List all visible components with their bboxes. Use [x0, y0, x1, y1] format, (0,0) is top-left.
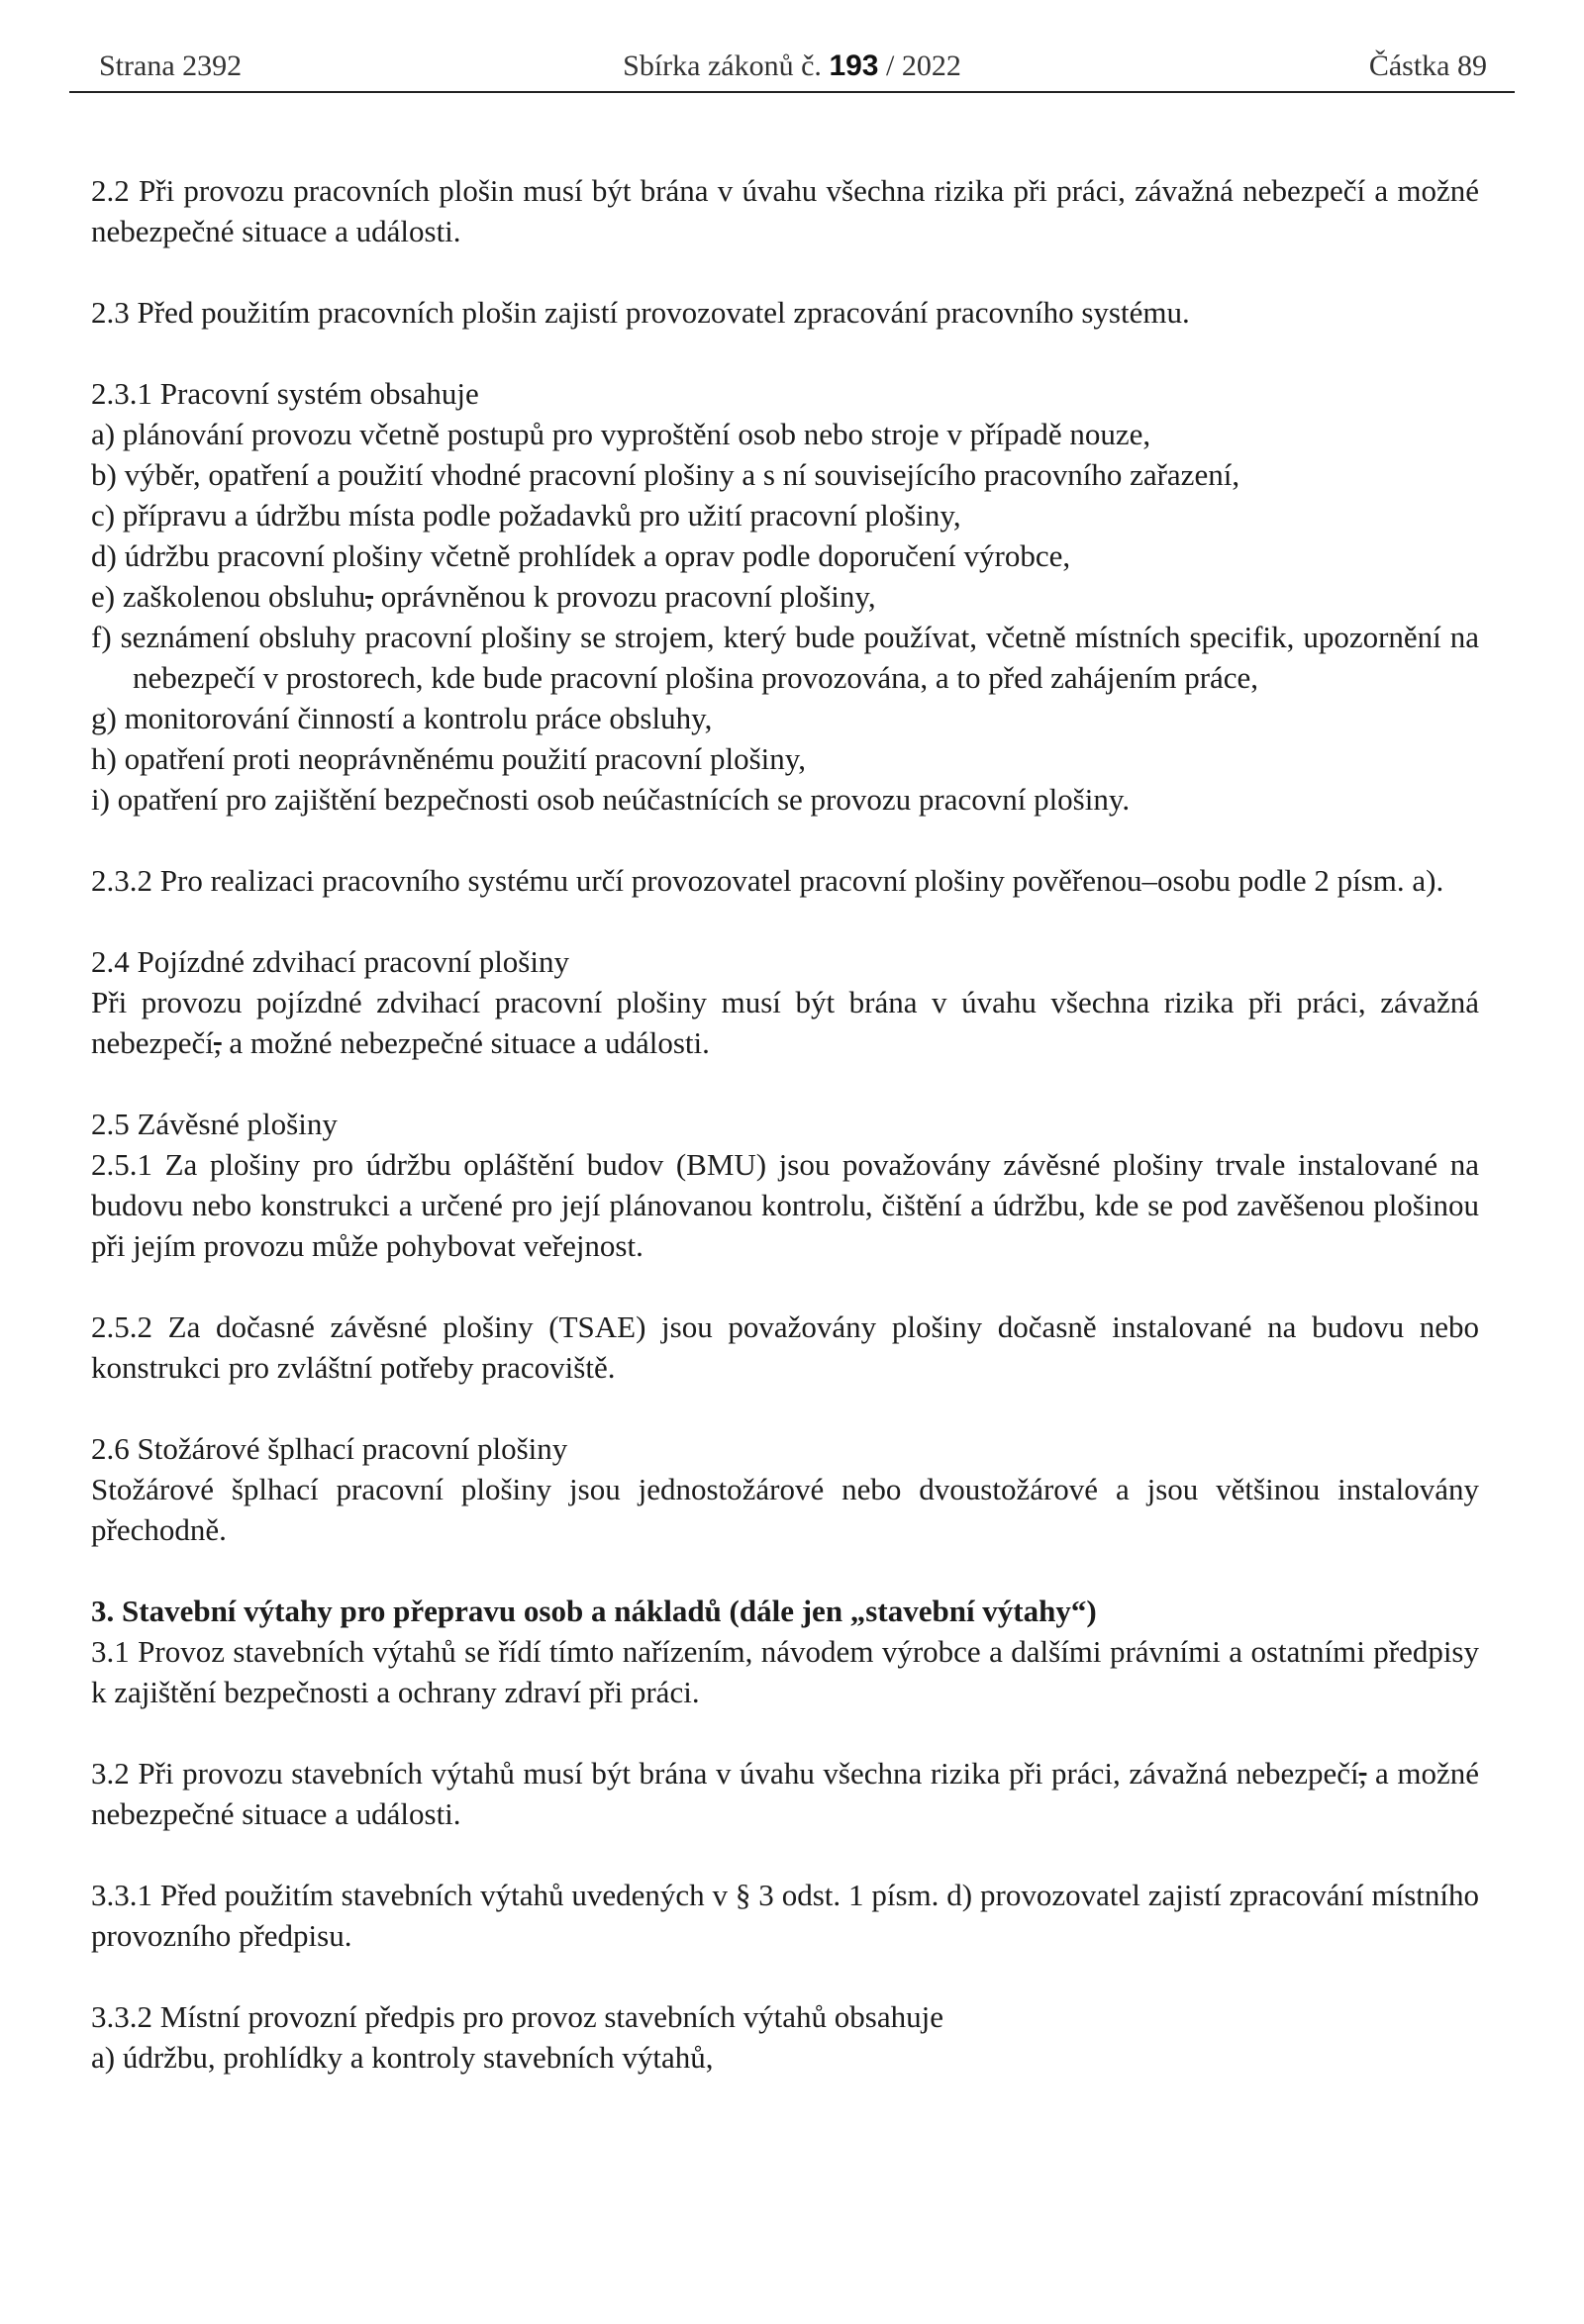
list-item-3-a: a) údržbu, prohlídky a kontroly stavebních výtahů,: [91, 2040, 714, 2075]
struck-comma: ,: [1358, 1756, 1367, 1791]
journal-name: Sbírka zákonů č.: [623, 49, 822, 82]
paragraph-2-3-2: 2.3.2 Pro realizaci pracovního systému určí provozovatel pracovní plošiny pověřenou–osobu podle 2 písm. a).: [91, 863, 1444, 898]
list-item-g: g) monitorování činností a kontrolu práce obsluhy,: [91, 701, 713, 735]
issue-number: Částka 89: [1368, 49, 1487, 82]
document-body: [91, 170, 1479, 2078]
list-item-f: f) seznámení obsluhy pracovní plošiny se strojem, který bude používat, včetně místních specifik, upozornění na nebezpečí v prostorech, kde bude pracovní plošina provozována, a to před zahájením práce,: [91, 620, 1479, 695]
list-item-a: a) plánování provozu včetně postupů pro vyproštění osob nebo stroje v případě nouze,: [91, 417, 1151, 451]
section-title-2-4: 2.4 Pojízdné zdvihací pracovní plošiny: [91, 944, 569, 979]
struck-comma: ,: [365, 579, 373, 614]
paragraph-3-3-2: 3.3.2 Místní provozní předpis pro provoz stavebních výtahů obsahuje: [91, 1999, 943, 2034]
list-item-d: d) údržbu pracovní plošiny včetně prohlídek a oprav podle doporučení výrobce,: [91, 538, 1071, 573]
paragraph-2-5-2: 2.5.2 Za dočasné závěsné plošiny (TSAE) jsou považovány plošiny dočasně instalované na budovu nebo konstrukci pro zvláštní potřeby pracoviště.: [91, 1309, 1479, 1385]
list-item-e-rest: oprávněnou k provozu pracovní plošiny,: [372, 579, 876, 614]
struck-comma: ,: [213, 1025, 222, 1060]
paragraph-2-3: 2.3 Před použitím pracovních plošin zajistí provozovatel zpracování pracovního systému.: [91, 295, 1190, 330]
list-item-c: c) přípravu a údržbu místa podle požadavků pro užití pracovní plošiny,: [91, 498, 961, 533]
section-title-2-5: 2.5 Závěsné plošiny: [91, 1107, 338, 1141]
paragraph-3-1: 3.1 Provoz stavebních výtahů se řídí tímto nařízením, návodem výrobce a dalšími právními a ostatními předpisy k zajištění bezpečnosti a ochrany zdraví při práci.: [91, 1634, 1479, 1709]
page-header: [69, 40, 1515, 93]
paragraph-3-3-1: 3.3.1 Před použitím stavebních výtahů uvedených v § 3 odst. 1 písm. d) provozovatel zajistí zpracování místního provozního předpisu.: [91, 1878, 1479, 1953]
journal-title: [69, 49, 1515, 83]
paragraph-2-4-text: Při provozu pojízdné zdvihací pracovní plošiny musí být brána v úvahu všechna rizika při práci, závažná nebezpečí: [91, 985, 1479, 1060]
section-heading-3: 3. Stavební výtahy pro přepravu osob a nákladů (dále jen „stavební výtahy“): [91, 1594, 1097, 1628]
paragraph-3-2-rest: a možné nebezpečné situace a události.: [91, 1756, 1479, 1831]
paragraph-2-6: Stožárové šplhací pracovní plošiny jsou jednostožárové nebo dvoustožárové a jsou většinou instalovány přechodně.: [91, 1472, 1479, 1547]
list-item-e-text: e) zaškolenou obsluhu: [91, 579, 366, 614]
paragraph-2-3-1: 2.3.1 Pracovní systém obsahuje: [91, 376, 479, 411]
paragraph-2-4-rest: a možné nebezpečné situace a události.: [221, 1025, 710, 1060]
law-year: / 2022: [886, 49, 961, 82]
law-number: 193: [829, 49, 879, 82]
list-item-i: i) opatření pro zajištění bezpečnosti osob neúčastnících se provozu pracovní plošiny.: [91, 782, 1131, 817]
list-item-h: h) opatření proti neoprávněnému použití pracovní plošiny,: [91, 741, 806, 776]
section-title-2-6: 2.6 Stožárové šplhací pracovní plošiny: [91, 1431, 568, 1466]
paragraph-2-4: [91, 982, 1479, 1063]
list-item-e: [91, 576, 1479, 617]
page-number: Strana 2392: [99, 49, 243, 82]
list-item-b: b) výběr, opatření a použití vhodné pracovní plošiny a s ní souvisejícího pracovního zařazení,: [91, 457, 1240, 492]
paragraph-3-2-text: 3.2 Při provozu stavebních výtahů musí být brána v úvahu všechna rizika při práci, závažná nebezpečí: [91, 1756, 1359, 1791]
paragraph-3-2: [91, 1753, 1479, 1834]
paragraph-2-5-1: 2.5.1 Za plošiny pro údržbu opláštění budov (BMU) jsou považovány závěsné plošiny trvale instalované na budovu nebo konstrukci a určené pro její plánovanou kontrolu, čištění a údržbu, kde se pod zavěšenou plošinou při jejím provozu může pohybovat veřejnost.: [91, 1147, 1479, 1263]
paragraph-2-2: 2.2 Při provozu pracovních plošin musí být brána v úvahu všechna rizika při práci, závažná nebezpečí a možné nebezpečné situace a události.: [91, 173, 1479, 248]
